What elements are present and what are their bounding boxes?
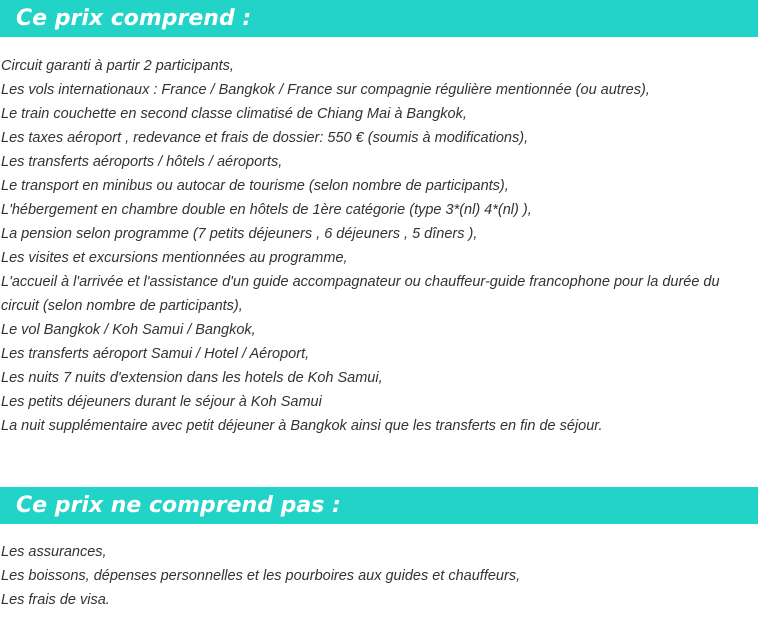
list-item: Les boissons, dépenses personnelles et les pourboires aux guides et chauffeurs, [1, 568, 521, 584]
list-item: Circuit garanti à partir 2 participants, [1, 58, 234, 74]
list-item: Les petits déjeuners durant le séjour à Koh Samui [1, 394, 322, 410]
list-item: Les frais de visa. [1, 592, 110, 608]
list-item: La nuit supplémentaire avec petit déjeuner à Bangkok ainsi que les transferts en fin de séjour. [1, 418, 603, 434]
list-item: Les transferts aéroport Samui / Hotel / Aéroport, [1, 346, 310, 362]
list-item: La pension selon programme (7 petits déjeuners , 6 déjeuners , 5 dîners ), [1, 226, 478, 242]
list-item: Les assurances, [1, 544, 107, 560]
list-item: Les nuits 7 nuits d'extension dans les hotels de Koh Samui, [1, 370, 383, 386]
excluded-items-list [1, 540, 751, 612]
list-item: Les visites et excursions mentionnées au programme, [1, 250, 348, 266]
included-items-list [1, 54, 751, 438]
excluded-section-title: Ce prix ne comprend pas : [0, 487, 758, 524]
list-item: L'hébergement en chambre double en hôtels de 1ère catégorie (type 3*(nl) 4*(nl) ), [1, 202, 532, 218]
list-item: L'accueil à l'arrivée et l'assistance d'un guide accompagnateur ou chauffeur-guide francophone pour la durée du circuit (selon nombre de participants), [1, 274, 720, 314]
included-section-title: Ce prix comprend : [0, 0, 758, 37]
list-item: Les taxes aéroport , redevance et frais de dossier: 550 € (soumis à modifications), [1, 130, 529, 146]
list-item: Le transport en minibus ou autocar de tourisme (selon nombre de participants), [1, 178, 509, 194]
list-item: Les vols internationaux : France / Bangkok / France sur compagnie régulière mentionnée (ou autres), [1, 82, 650, 98]
list-item: Le vol Bangkok / Koh Samui / Bangkok, [1, 322, 256, 338]
list-item: Les transferts aéroports / hôtels / aéroports, [1, 154, 283, 170]
list-item: Le train couchette en second classe climatisé de Chiang Mai à Bangkok, [1, 106, 467, 122]
